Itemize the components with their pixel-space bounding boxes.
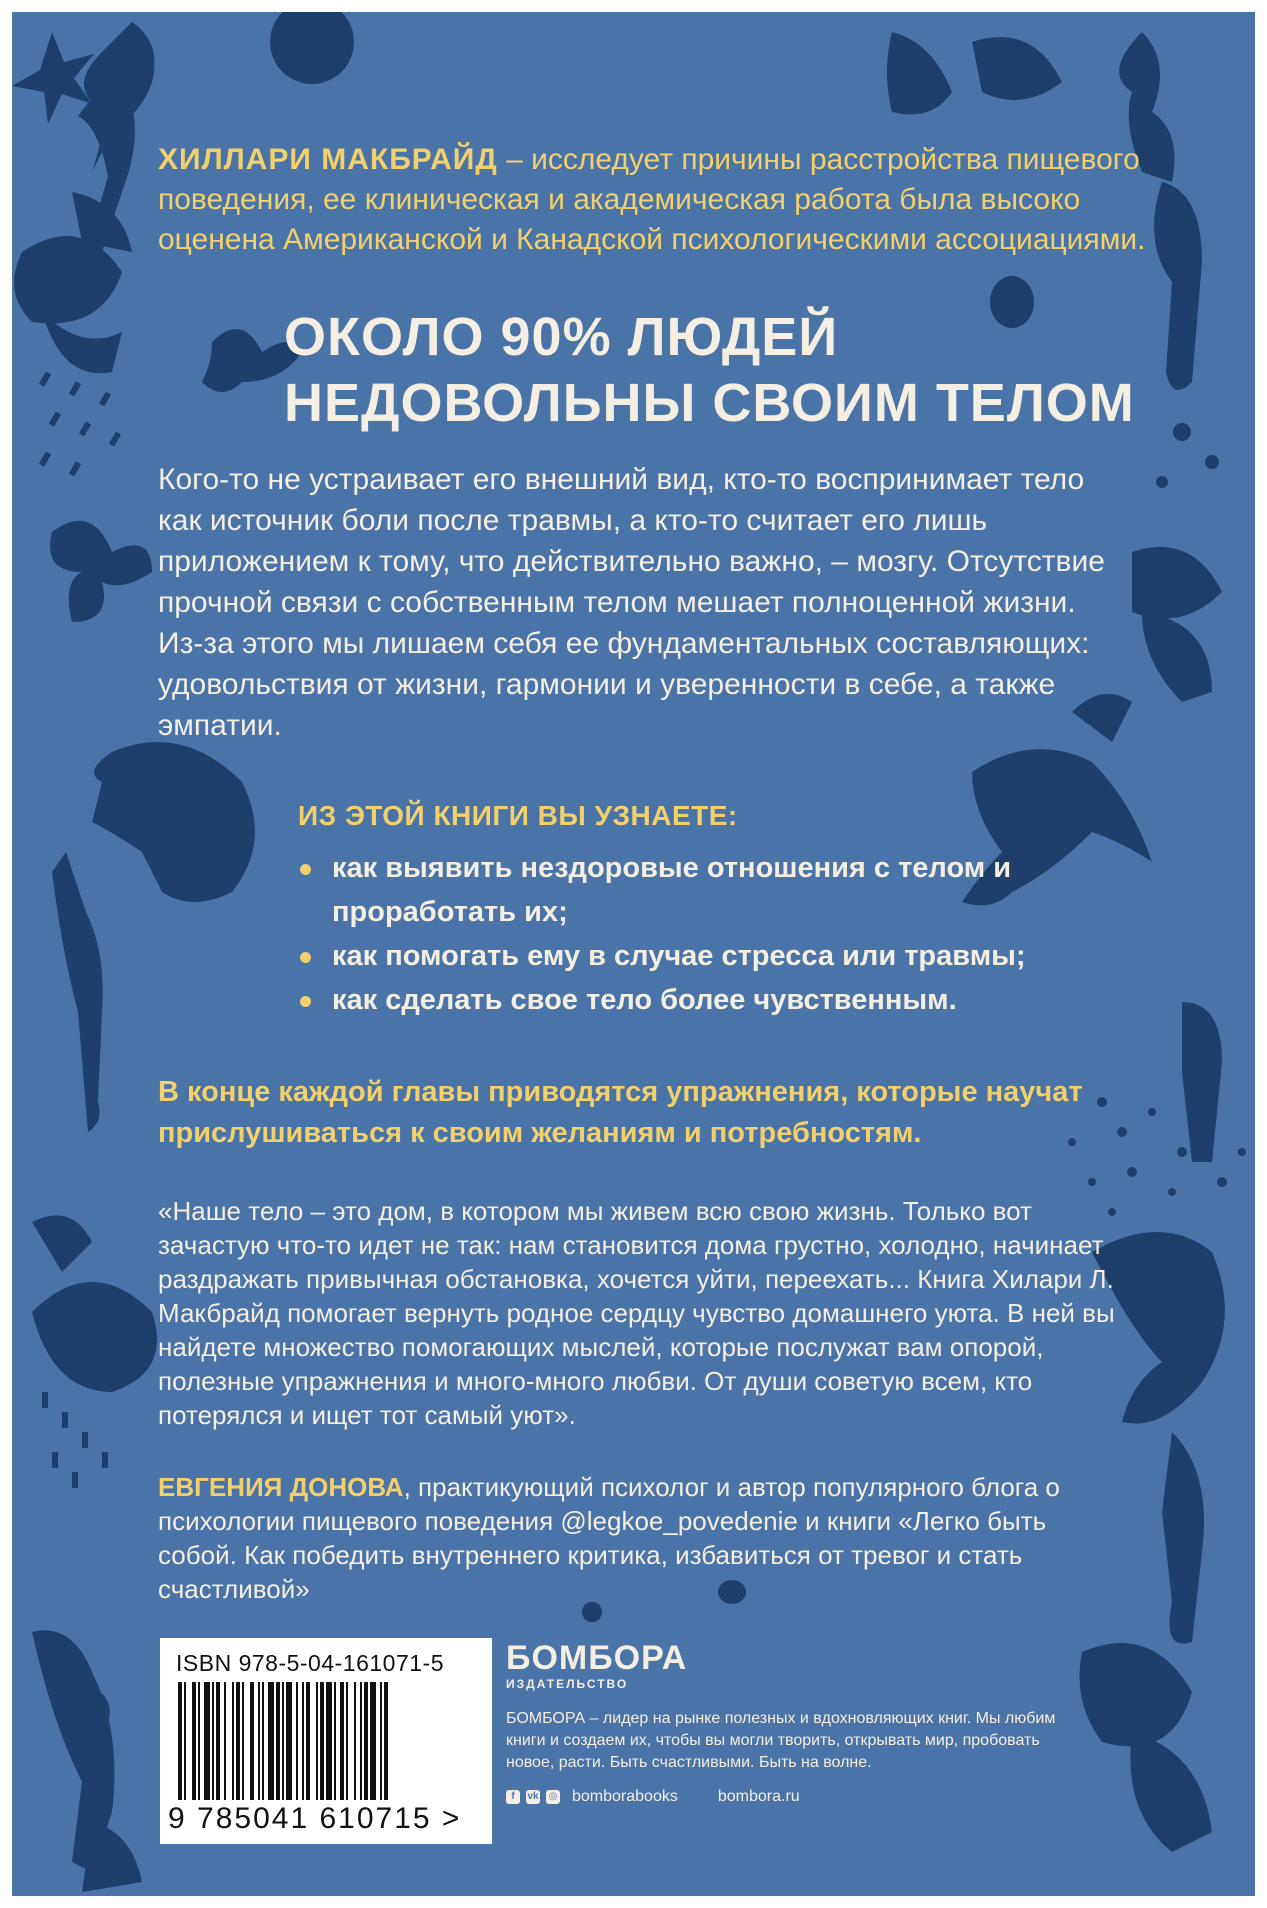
author-bio-text: – исследует причины расстройства пищевого поведения, ее клиническая и академическая работа была высоко оценена Американской и Канадской психологическими ассоциациями. (158, 143, 1146, 256)
figure-silhouette (92, 742, 255, 902)
learn-item: как помогать ему в случае стресса или травмы; (298, 934, 1158, 978)
exercises-note: В конце каждой главы приводятся упражнения, которые научат прислушиваться к своим желаниям и потребностям. (158, 1076, 1083, 1149)
barcode-bar (184, 1682, 186, 1800)
barcode-icon (174, 1682, 474, 1800)
barcode-bar (364, 1682, 368, 1800)
barcode-bar (262, 1682, 264, 1800)
barcode-bar (258, 1682, 260, 1800)
instagram-icon[interactable]: ◎ (546, 1790, 560, 1804)
barcode-bar (268, 1682, 274, 1800)
book-description: Кого-то не устраивает его внешний вид, кто-то воспринимает тело как источник боли после травмы, а кто-то считает его лишь приложением к тому, что действительно важно, – мозгу. Отсутствие прочной связи с собственным телом мешает полноценной жизни. Из-за этого мы лишаем себя ее фундаментальных составляющих: удовольствия от жизни, гармонии и уверенности в себе, а также эмпатии. (158, 463, 1105, 742)
author-bio (158, 140, 1148, 260)
barcode-bar (380, 1682, 382, 1800)
barcode-bar (370, 1682, 376, 1800)
learn-title: ИЗ ЭТОЙ КНИГИ ВЫ УЗНАЕТЕ: (298, 800, 738, 831)
barcode-bar (224, 1682, 226, 1800)
headline-line-1: ОКОЛО 90% ЛЮДЕЙ (284, 307, 839, 367)
moon-shape-icon (270, 12, 354, 84)
barcode-bar (316, 1682, 318, 1800)
publisher-logo: БОМБОРА (506, 1639, 688, 1677)
barcode-bar (178, 1682, 182, 1800)
leaf-icon (1130, 1732, 1212, 1852)
barcode-digits: 9 785041 610715 > (168, 1802, 462, 1835)
learn-list (298, 846, 1158, 1022)
learn-item: как сделать свое тело более чувственным. (298, 978, 1158, 1022)
flower-icon (32, 1282, 157, 1392)
barcode-bar (232, 1682, 234, 1800)
book-back-cover (12, 12, 1255, 1896)
publisher-website[interactable]: bombora.ru (717, 1788, 800, 1805)
review-author-name: ЕВГЕНИЯ ДОНОВА (158, 1472, 404, 1502)
leaf-icon (14, 236, 122, 323)
review-quote: «Наше тело – это дом, в котором мы живем всю свою жизнь. Только вот зачастую что-то идет не так: нам становится дома грустно, холодно, начинает раздражать привычная обстановка, хочется уйти, переехать... Книга Хилари Л. Макбрайд помогает вернуть родное сердцу чувство домашнего уюта. В ней вы найдете множество помогающих мыслей, которые послужат вам опорой, полезные упражнения и много-много любви. От души советую всем, кто потерялся и ищет тот самый уют». (158, 1196, 1115, 1430)
leaf-icon (972, 37, 1062, 100)
barcode-bar (242, 1682, 244, 1800)
publisher-description: БОМБОРА – лидер на рынке полезных и вдохновляющих книг. Мы любим книги и создаем их, чтобы вы могли творить, открывать мир, пробовать новое, расти. Быть счастливыми. Быть на волне. (506, 1710, 1056, 1771)
leaf-icon (1080, 1643, 1193, 1746)
barcode-bar (236, 1682, 240, 1800)
barcode-bar (340, 1682, 344, 1800)
author-name: ХИЛЛАРИ МАКБРАЙД (158, 143, 498, 176)
barcode-bar (204, 1682, 210, 1800)
barcode-bar (354, 1682, 356, 1800)
barcode-bar (212, 1682, 214, 1800)
barcode-bar (360, 1682, 362, 1800)
barcode-bar (306, 1682, 310, 1800)
headline-line-2: НЕДОВОЛЬНЫ СВОИМ ТЕЛОМ (284, 373, 1135, 433)
bullet-icon (300, 864, 311, 875)
review-author-text: , практикующий психолог и автор популярного блога о психологии пищевого поведения @legkoe_povedenie и книги «Легко быть собой. Как победить внутреннего критика, избавиться от тревог и стать счастливой» (158, 1472, 1060, 1604)
social-handle[interactable]: bomborabooks (572, 1788, 678, 1805)
barcode-bar (276, 1682, 280, 1800)
figure-silhouette (52, 852, 103, 1132)
barcode-bar (302, 1682, 304, 1800)
review-author (158, 1470, 1118, 1606)
bullet-icon (300, 952, 311, 963)
barcode-bar (326, 1682, 332, 1800)
barcode-bar (198, 1682, 200, 1800)
barcode-bar (216, 1682, 220, 1800)
barcode-bar (334, 1682, 336, 1800)
learn-item: как выявить нездоровые отношения с телом и проработать их; (298, 846, 1158, 934)
publisher-subtitle: ИЗДАТЕЛЬСТВО (506, 1677, 629, 1691)
facebook-icon[interactable]: f (506, 1790, 520, 1804)
barcode-bar (250, 1682, 254, 1800)
barcode-bar (192, 1682, 196, 1800)
barcode-bar (384, 1682, 388, 1800)
isbn-label: ISBN 978-5-04-161071-5 (176, 1650, 444, 1676)
publisher-block (506, 1640, 1066, 1808)
barcode-bar (282, 1682, 284, 1800)
publisher-social (506, 1786, 1066, 1808)
barcode-bar (296, 1682, 298, 1800)
figure-silhouette (1182, 1002, 1222, 1162)
leaf-icon (1132, 547, 1222, 619)
flower-icon (50, 521, 152, 622)
leaf-icon (887, 32, 952, 115)
leaf-icon (1142, 612, 1212, 702)
headline (284, 304, 1184, 436)
barcode-bar (286, 1682, 292, 1800)
bullet-icon (300, 996, 311, 1007)
barcode-bar (346, 1682, 348, 1800)
vk-icon[interactable]: vk (527, 1791, 539, 1802)
barcode-bar (320, 1682, 324, 1800)
barcode-panel (160, 1638, 492, 1844)
flower-icon (12, 32, 94, 124)
